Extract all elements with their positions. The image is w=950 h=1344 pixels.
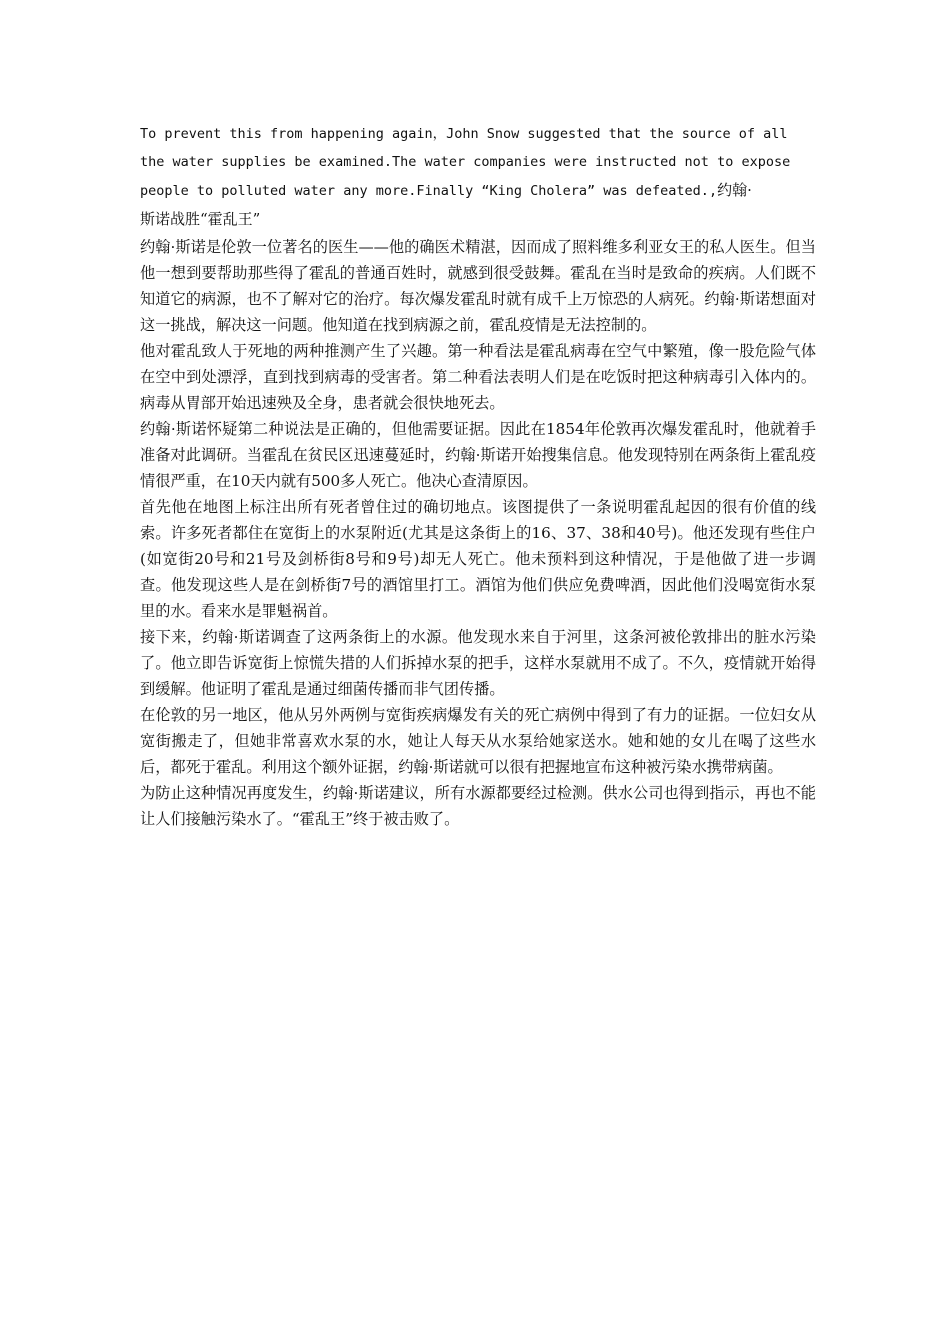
paragraph-1: 约翰·斯诺是伦敦一位著名的医生——他的确医术精湛，因而成了照料维多利亚女王的私人医生。但当他一想到要帮助那些得了霍乱的普通百姓时，就感到很受鼓舞。霍乱在当时是致命的疾病。人们既不知道它的病源，也不了解对它的治疗。每次爆发霍乱时就有成千上万惊恐的人病死。约翰·斯诺想面对这一挑战，解决这一问题。他知道在找到病源之前，霍乱疫情是无法控制的。 <box>140 238 816 334</box>
english-tail: 约翰· <box>717 181 752 199</box>
paragraph-7: 为防止这种情况再度发生，约翰·斯诺建议，所有水源都要经过检测。供水公司也得到指示，再也不能让人们接触污染水了。“霍乱王”终于被击败了。 <box>140 784 816 828</box>
paragraph-3: 约翰·斯诺怀疑第二种说法是正确的，但他需要证据。因此在1854年伦敦再次爆发霍乱时，他就着手准备对此调研。当霍乱在贫民区迅速蔓延时，约翰·斯诺开始搜集信息。他发现特别在两条街上霍乱疫情很严重，在10天内就有500多人死亡。他决心查清原因。 <box>140 420 816 490</box>
paragraph-6: 在伦敦的另一地区，他从另外两例与宽街疾病爆发有关的死亡病例中得到了有力的证据。一位妇女从宽街搬走了，但她非常喜欢水泵的水，她让人每天从水泵给她家送水。她和她的女儿在喝了这些水后，都死于霍乱。利用这个额外证据，约翰·斯诺就可以很有把握地宣布这种被污染水携带病菌。 <box>140 706 816 776</box>
paragraph-4: 首先他在地图上标注出所有死者曾住过的确切地点。该图提供了一条说明霍乱起因的很有价值的线索。许多死者都住在宽街上的水泵附近(尤其是这条街上的16、37、38和40号)。他还发现有些住户(如宽街20号和21号及剑桥街8号和9号)却无人死亡。他未预料到这种情况，于是他做了进一步调查。他发现这些人是在剑桥街7号的酒馆里打工。酒馆为他们供应免费啤酒，因此他们没喝宽街水泵里的水。看来水是罪魁祸首。 <box>140 498 816 620</box>
english-summary <box>140 120 816 234</box>
document-page <box>140 120 816 832</box>
paragraph-5: 接下来，约翰·斯诺调查了这两条街上的水源。他发现水来自于河里，这条河被伦敦排出的脏水污染了。他立即告诉宽街上惊慌失措的人们拆掉水泵的把手，这样水泵就用不成了。不久，疫情就开始得到缓解。他证明了霍乱是通过细菌传播而非气团传播。 <box>140 628 816 698</box>
paragraph-2: 他对霍乱致人于死地的两种推测产生了兴趣。第一种看法是霍乱病毒在空气中繁殖，像一股危险气体在空中到处漂浮，直到找到病毒的受害者。第二种看法表明人们是在吃饭时把这种病毒引入体内的。病毒从胃部开始迅速殃及全身，患者就会很快地死去。 <box>140 342 816 412</box>
english-text: To prevent this from happening again，John Snow suggested that the source of all the water supplies be examined.The water companies were instructed not to expose people to polluted water any more.Finally “King Cholera” was defeated., <box>140 126 791 199</box>
article-title: 斯诺战胜“霍乱王” <box>140 210 261 228</box>
